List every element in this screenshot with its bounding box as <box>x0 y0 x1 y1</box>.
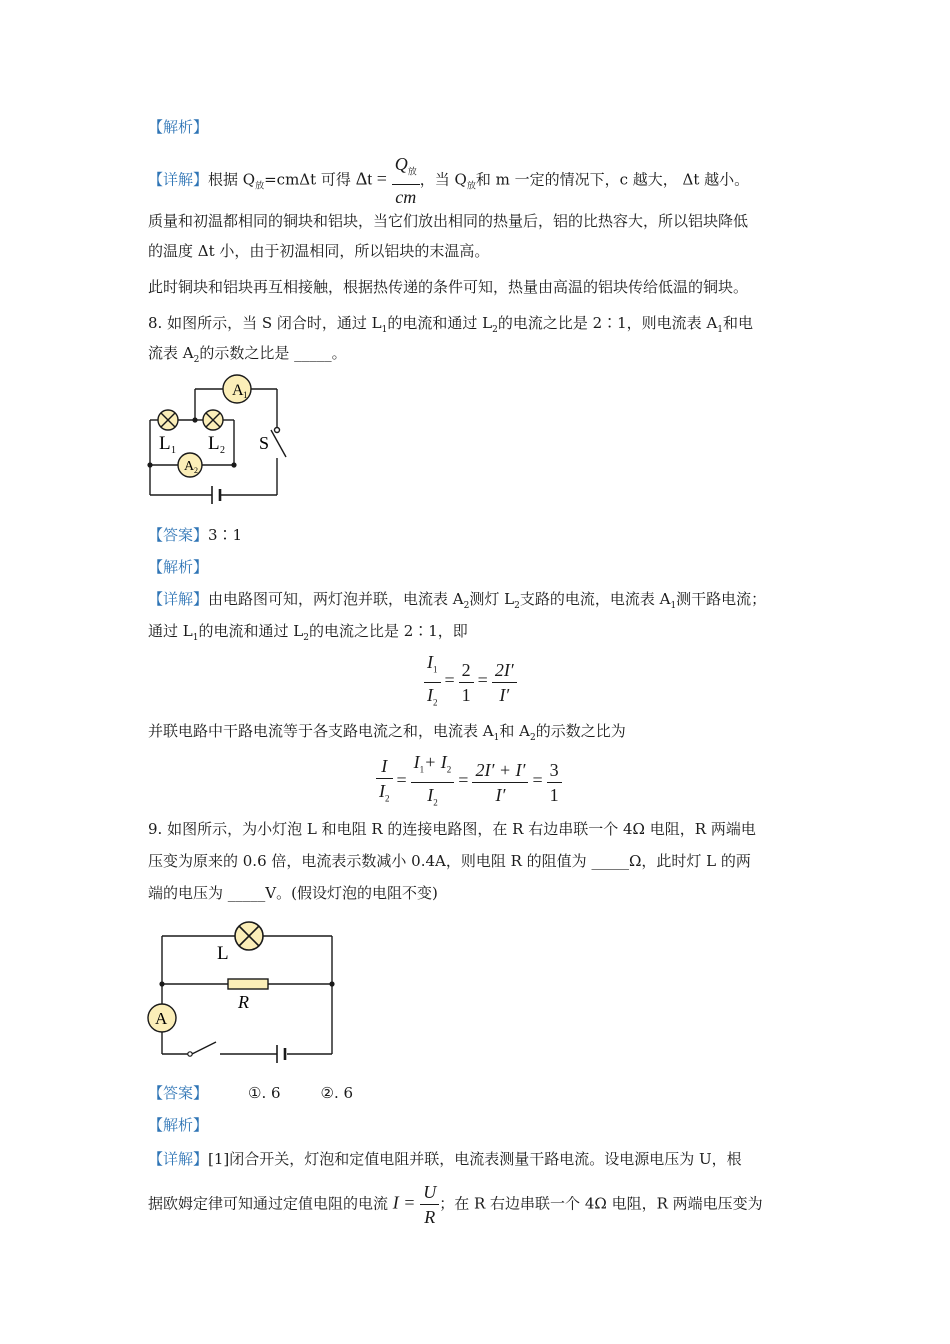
q8-detail-line-1: 【详解】由电路图可知，两灯泡并联，电流表 $A_2$测灯 $L_2$支路的电流，电流表 $A_1$测干路电流； <box>148 590 767 611</box>
resistor-r-icon <box>228 979 268 1012</box>
ammeter-a1-icon <box>223 375 251 403</box>
svg-text:L: L <box>159 433 171 454</box>
ammeter-a2-icon <box>178 453 202 477</box>
q8-detail-line-3: 并联电路中干路电流等于各支路电流之和，电流表 $A_1$和 $A_2$的示数之比为 <box>148 722 626 743</box>
q8-equation-1: $\frac{I_1}{I_2}$ = $\frac{2}{1}$ = $\frac{2I'}{I'}$ <box>424 650 517 714</box>
q8-detail-line-2: 通过 $L_1$的电流和通过 $L_2$的电流之比是 2∶1，即 <box>148 622 468 643</box>
formula-fraction: $\frac{Q_放}{cm}$ <box>392 152 420 209</box>
daan-tag: 【答案】 <box>148 526 209 544</box>
svg-text:L: L <box>217 943 229 964</box>
svg-text:2: 2 <box>220 445 225 456</box>
q9-line-3: 端的电压为 _____V。(假设灯泡的电阻不变) <box>148 884 438 902</box>
p7-detail-line-1: 【详解】根据 $Q_放=cm\Delta t$ 可得 Δt = $\frac{Q_放}{cm}$ ，当 $Q_放$和 m 一定的情况下，c 越大， Δt 越小。 <box>148 154 750 207</box>
jiexi-tag: 【解析】 <box>148 118 209 136</box>
svg-text:A: A <box>184 459 195 474</box>
q8-equation-2: $\frac{I}{I_2}$ = $\frac{I_1+ I_2}{I_2}$ = $\frac{2I' + I'}{I'}$ = $\frac{3}{1}$ <box>376 750 562 814</box>
q9-detail-line-2: 据欧姆定律可知通过定值电阻的电流 I = $\frac{U}{R}$ ；在 R 右边串联一个 4Ω 电阻，R 两端电压变为 <box>148 1182 763 1227</box>
svg-text:1: 1 <box>171 445 176 456</box>
xiangjie-tag: 【详解】 <box>148 170 209 189</box>
lamp-l-icon <box>217 922 263 964</box>
svg-text:L: L <box>208 433 220 454</box>
q8-line-2: 流表 $A_2$的示数之比是 _____。 <box>148 344 347 365</box>
p7-line-4: 此时铜块和铝块再互相接触，根据热传递的条件可知，热量由高温的铝块传给低温的铜块。 <box>148 278 749 296</box>
p7-line-3: 的温度 Δt 小，由于初温相同，所以铝块的末温高。 <box>148 242 490 260</box>
svg-text:A: A <box>232 382 244 399</box>
q9-circuit-diagram <box>140 918 340 1063</box>
svg-text:2: 2 <box>194 466 198 475</box>
formula-lhs: Δt = <box>355 168 387 189</box>
q9-daan-tag: 【答案】 <box>148 1084 209 1102</box>
q8-answer: 【答案】3∶1 <box>148 526 243 544</box>
lamp-l1-icon <box>158 410 178 456</box>
q9-line-2: 压变为原来的 0.6 倍，电流表示数减小 0.4A，则电阻 R 的阻值为 _____Ω，此时灯 L 的两 <box>148 852 751 870</box>
svg-text:1: 1 <box>243 390 248 400</box>
svg-text:A: A <box>155 1009 168 1028</box>
q8-line-1: 8. 如图所示，当 S 闭合时，通过 $L_1$的电流和通过 $L_2$的电流之比是 2∶1，则电流表 $A_1$和电 <box>148 314 754 335</box>
switch-s-label: S <box>259 433 270 453</box>
p7-line-2: 质量和初温都相同的铜块和铝块，当它们放出相同的热量后，铝的比热容大，所以铝块降低 <box>148 212 749 230</box>
q9-jiexi-tag: 【解析】 <box>148 1116 209 1134</box>
ammeter-a-icon <box>148 1004 176 1032</box>
q8-circuit-diagram <box>140 370 290 505</box>
q9-detail-line-1: 【详解】[1]闭合开关，灯泡和定值电阻并联，电流表测量干路电流。设电源电压为 U，根 <box>148 1150 742 1168</box>
q8-jiexi-tag: 【解析】 <box>148 558 209 576</box>
q9-answer: 【答案】 ①. 6 ②. 6 <box>148 1084 354 1102</box>
lamp-l2-icon <box>203 410 225 456</box>
q9-line-1: 9. 如图所示，为小灯泡 L 和电阻 R 的连接电路图，在 R 右边串联一个 4Ω 电阻，R 两端电 <box>148 820 756 838</box>
svg-text:R: R <box>238 992 249 1012</box>
